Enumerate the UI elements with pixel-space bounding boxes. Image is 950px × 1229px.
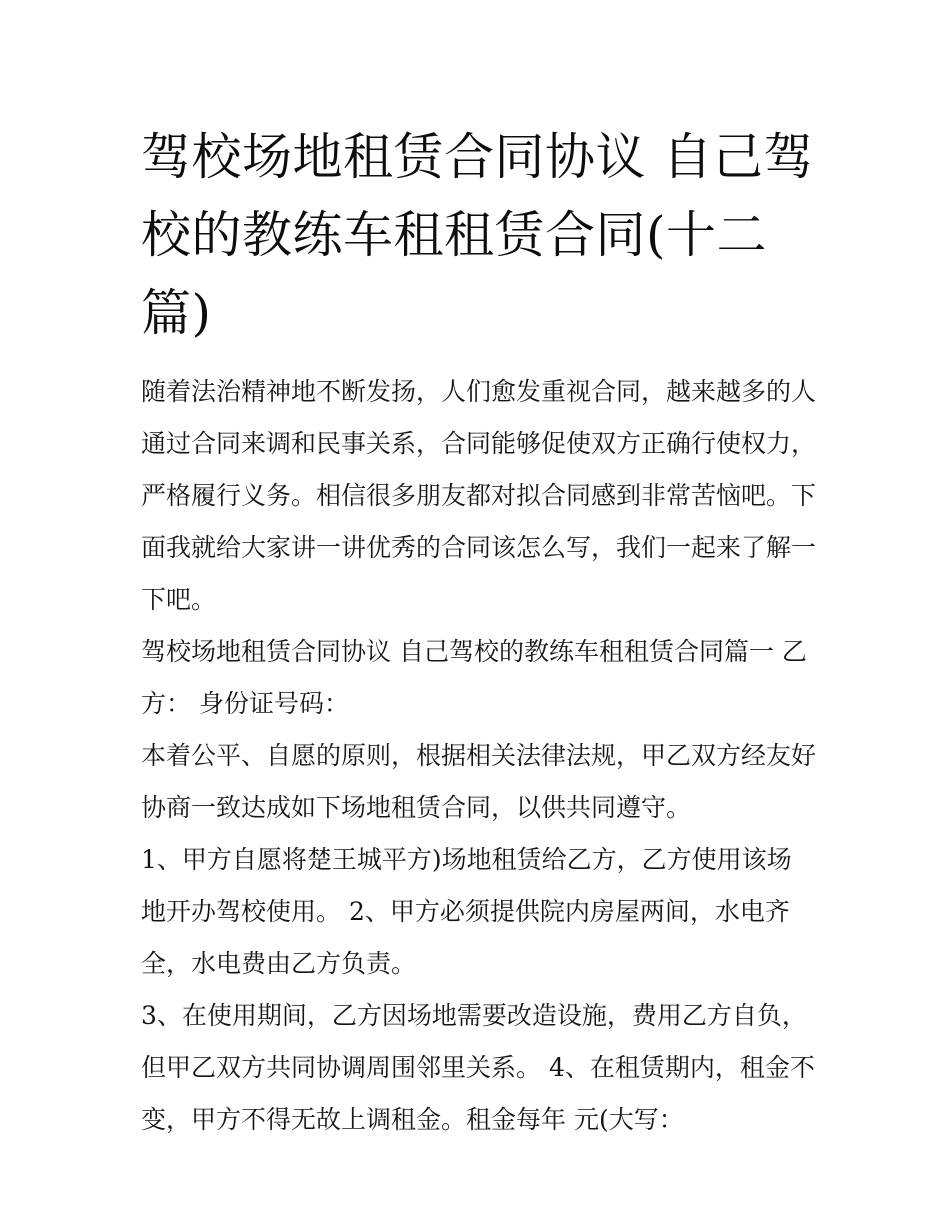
paragraph-principle: 本着公平、自愿的原则，根据相关法律法规，甲乙双方经友好协商一致达成如下场地租赁合同，以供共同遵守。 [141, 741, 817, 822]
document-page [141, 118, 816, 1146]
document-body [141, 366, 816, 1146]
document-title: 驾校场地租赁合同协议 自己驾校的教练车租租赁合同(十二篇) [141, 128, 814, 342]
paragraph-clauses-3-4: 3、在使用期间，乙方因场地需要改造设施，费用乙方自负，但甲乙双方共同协调周围邻里关系。 4、在租赁期内，租金不变，甲方不得无故上调租金。租金每年 元(大写： [141, 1001, 815, 1134]
paragraph-intro: 随着法治精神地不断发扬，人们愈发重视合同，越来越多的人通过合同来调和民事关系，合同能够促使双方正确行使权力，严格履行义务。相信很多朋友都对拟合同感到非常苦恼吧。下面我就给大家讲一讲优秀的合同该怎么写，我们一起来了解一下吧。 [141, 377, 817, 614]
paragraph-clauses-1-2: 1、甲方自愿将楚王城平方)场地租赁给乙方，乙方使用该场地开办驾校使用。 2、甲方必须提供院内房屋两间，水电齐全，水电费由乙方负责。 [141, 845, 792, 978]
paragraph-contract-heading: 驾校场地租赁合同协议 自己驾校的教练车租租赁合同篇一 乙方： 身份证号码： [141, 637, 807, 718]
